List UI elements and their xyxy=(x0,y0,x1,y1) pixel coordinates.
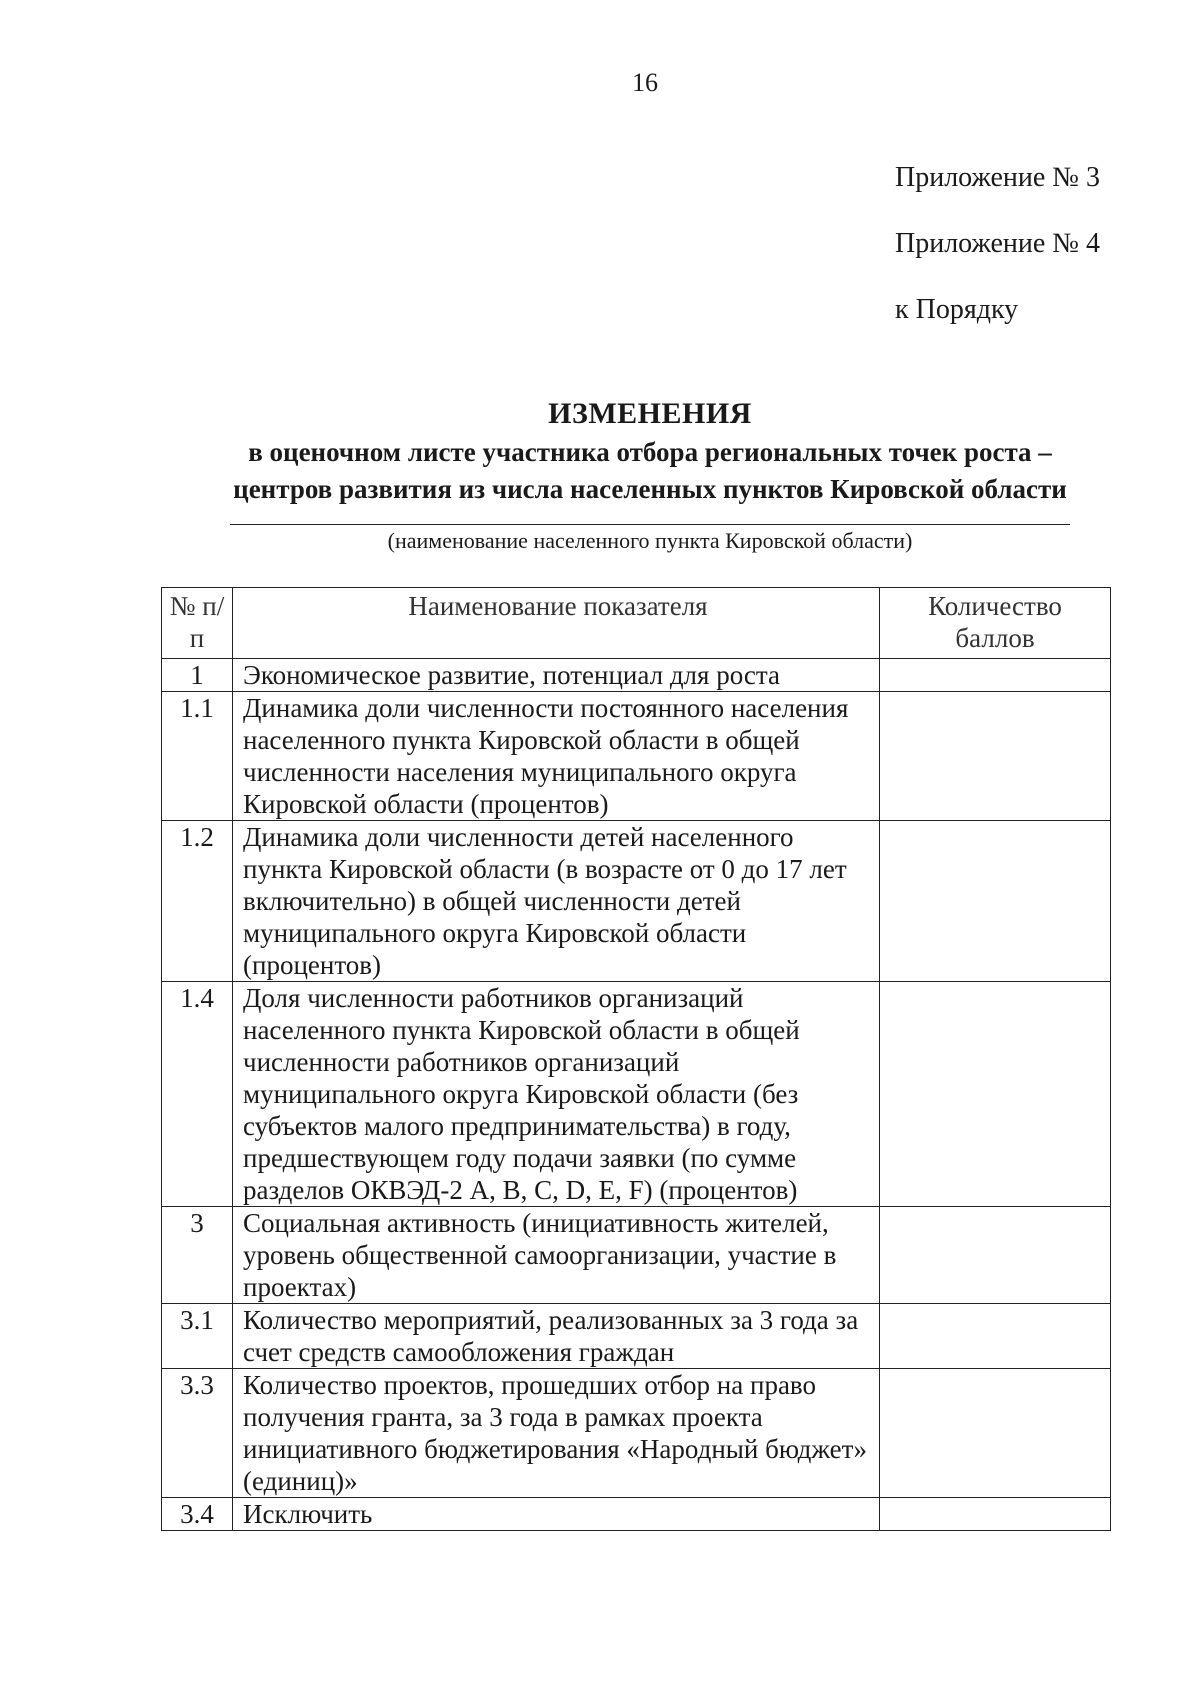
table-row xyxy=(162,659,1111,692)
document-title xyxy=(150,394,1150,508)
row-score xyxy=(880,1304,1111,1369)
row-indicator-name: Экономическое развитие, потенциал для роста xyxy=(233,659,880,692)
annex-label-4: Приложение № 4 xyxy=(895,228,1100,259)
row-indicator-name: Динамика доли численности постоянного населения населенного пункта Кировской области в общей численности населения муниципального округа Кировской области (процентов) xyxy=(233,692,880,821)
settlement-name-line xyxy=(230,524,1070,525)
row-num: 3.1 xyxy=(162,1304,233,1369)
row-indicator-name: Динамика доли численности детей населенного пункта Кировской области (в возрасте от 0 до 17 лет включительно) в общей численности детей муниципального округа Кировской области (процентов) xyxy=(233,821,880,982)
row-indicator-name: Социальная активность (инициативность жителей, уровень общественной самоорганизации, участие в проектах) xyxy=(233,1207,880,1304)
row-score xyxy=(880,982,1111,1207)
table-row xyxy=(162,821,1111,982)
annex-label-3: Приложение № 3 xyxy=(895,162,1100,193)
header-score: Количество баллов xyxy=(880,588,1111,659)
row-num: 1.2 xyxy=(162,821,233,982)
table-row xyxy=(162,692,1111,821)
row-score xyxy=(880,692,1111,821)
row-num: 1.4 xyxy=(162,982,233,1207)
page-number: 16 xyxy=(632,68,658,97)
row-indicator-name: Доля численности работников организаций населенного пункта Кировской области в общей численности работников организаций муниципального округа Кировской области (без субъектов малого предпринимательства) в году, предшествующем году подачи заявки (по сумме разделов ОКВЭД-2 A, B, C, D, E, F) (процентов) xyxy=(233,982,880,1207)
row-num: 1 xyxy=(162,659,233,692)
row-score xyxy=(880,1207,1111,1304)
row-indicator-name: Количество мероприятий, реализованных за 3 года за счет средств самообложения граждан xyxy=(233,1304,880,1369)
annex-to-order: к Порядку xyxy=(895,294,1019,325)
table-row xyxy=(162,1207,1111,1304)
row-score xyxy=(880,821,1111,982)
table-row xyxy=(162,982,1111,1207)
settlement-name-caption: (наименование населенного пункта Кировской области) xyxy=(387,528,913,553)
row-num: 3 xyxy=(162,1207,233,1304)
table-row xyxy=(162,1369,1111,1498)
row-score xyxy=(880,659,1111,692)
table-row xyxy=(162,1304,1111,1369)
title-sub-line-2: центров развития из числа населенных пунктов Кировской области xyxy=(233,474,1067,504)
header-indicator-name: Наименование показателя xyxy=(233,588,880,659)
row-num: 1.1 xyxy=(162,692,233,821)
row-score xyxy=(880,1498,1111,1531)
header-num: № п/п xyxy=(162,588,233,659)
table-row xyxy=(162,1498,1111,1531)
row-indicator-name: Количество проектов, прошедших отбор на право получения гранта, за 3 года в рамках проекта инициативного бюджетирования «Народный бюджет» (единиц)» xyxy=(233,1369,880,1498)
score-table xyxy=(161,587,1111,1531)
row-indicator-name: Исключить xyxy=(233,1498,880,1531)
row-num: 3.4 xyxy=(162,1498,233,1531)
table-header-row xyxy=(162,588,1111,659)
title-main: ИЗМЕНЕНИЯ xyxy=(548,397,752,430)
row-score xyxy=(880,1369,1111,1498)
title-sub-line-1: в оценочном листе участника отбора региональных точек роста – xyxy=(248,437,1052,467)
row-num: 3.3 xyxy=(162,1369,233,1498)
